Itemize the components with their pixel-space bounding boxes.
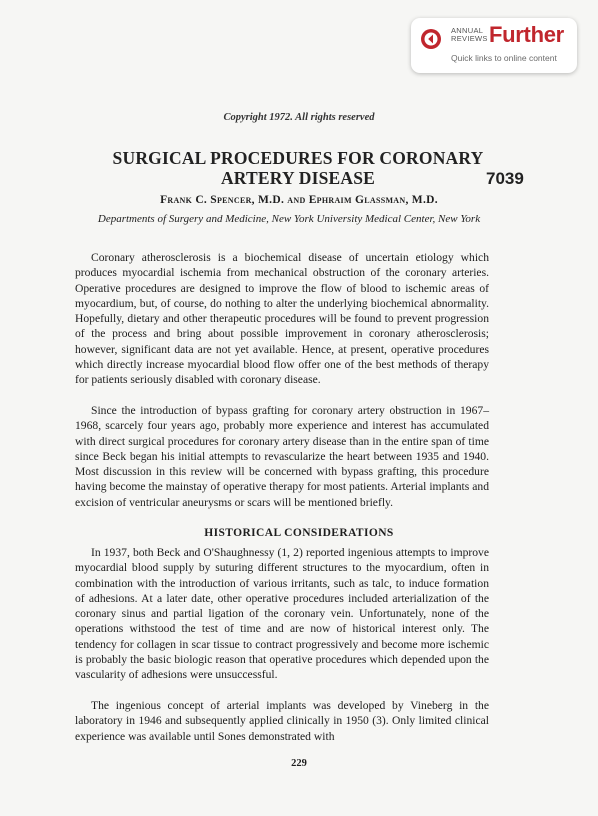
author-line: Frank C. Spencer, M.D. and Ephraim Glassman, M.D. [160,194,438,206]
further-logo-icon [420,28,442,50]
document-number: 7039 [486,169,524,188]
intro-paragraph: Coronary atherosclerosis is a biochemical disease of uncertain etiology which produces myocardial ischemia from mechanical obstruction of the coronary arteries. Operative procedures are designed to improve the flow of blood to ischemic areas of myocardium, but, of course, do nothing to alter the underlying biochemical abnormality. Hopefully, dietary and other therapeutic procedures will be found to prevent progression of the process and bring about possible improvement in coronary atherosclerosis; however, significant data are not yet available. Hence, at present, operative procedures which directly increase myocardial blood flow offer one of the best methods of therapy for patients seriously disabled with coronary disease. [75,251,489,387]
page-number: 229 [291,758,307,769]
further-subtitle[interactable]: Quick links to online content [451,53,557,63]
section-paragraph: In 1937, both Beck and O'Shaughnessy (1, 2) reported ingenious attempts to improve myocardial blood supply by suturing different structures to the myocardium, often in combination with the introduction of various irritants, such as talc, to induce formation of adhesions. At a later date, other operative procedures included arterialization of the coronary sinus and partial ligation of the coronary vein. Unfortunately, none of the operations withstood the test of time and are now of historical interest only. The tendency for collagen in scar tissue to contract progressively and become more ischemic is probably the basic biologic reason that operative procedures which depended upon the vascularity of adhesions were unsuccessful. [75,546,489,682]
intro-paragraph: Since the introduction of bypass grafting for coronary artery obstruction in 1967–1968, scarcely four years ago, probably more experience and interest has accumulated with direct surgical procedures for coronary artery disease than in the entire span of time since Beck began his initial attempts to revascularize the heart between 1935 and 1940. Most discussion in this review will be concerned with bypass grafting, this procedure having become the mainstay of operative therapy for most patients. Arterial implants and excision of ventricular aneurysms or scars will be mentioned briefly. [75,404,489,509]
article-title: SURGICAL PROCEDURES FOR CORONARY ARTERY DISEASE [112,148,484,188]
copyright-notice: Copyright 1972. All rights reserved [223,112,375,123]
section-heading: HISTORICAL CONSIDERATIONS [204,527,394,539]
annual-reviews-further-badge[interactable] [411,18,577,73]
annual-reviews-label: ANNUAL REVIEWS [451,26,488,43]
affiliation: Departments of Surgery and Medicine, New York University Medical Center, New York [97,213,481,225]
further-label: Further [489,22,564,47]
section-paragraph: The ingenious concept of arterial implants was developed by Vineberg in the laboratory in 1946 and subsequently applied clinically in 1950 (3). Only limited clinical experience was available until Sones demonstrated with [75,699,489,743]
